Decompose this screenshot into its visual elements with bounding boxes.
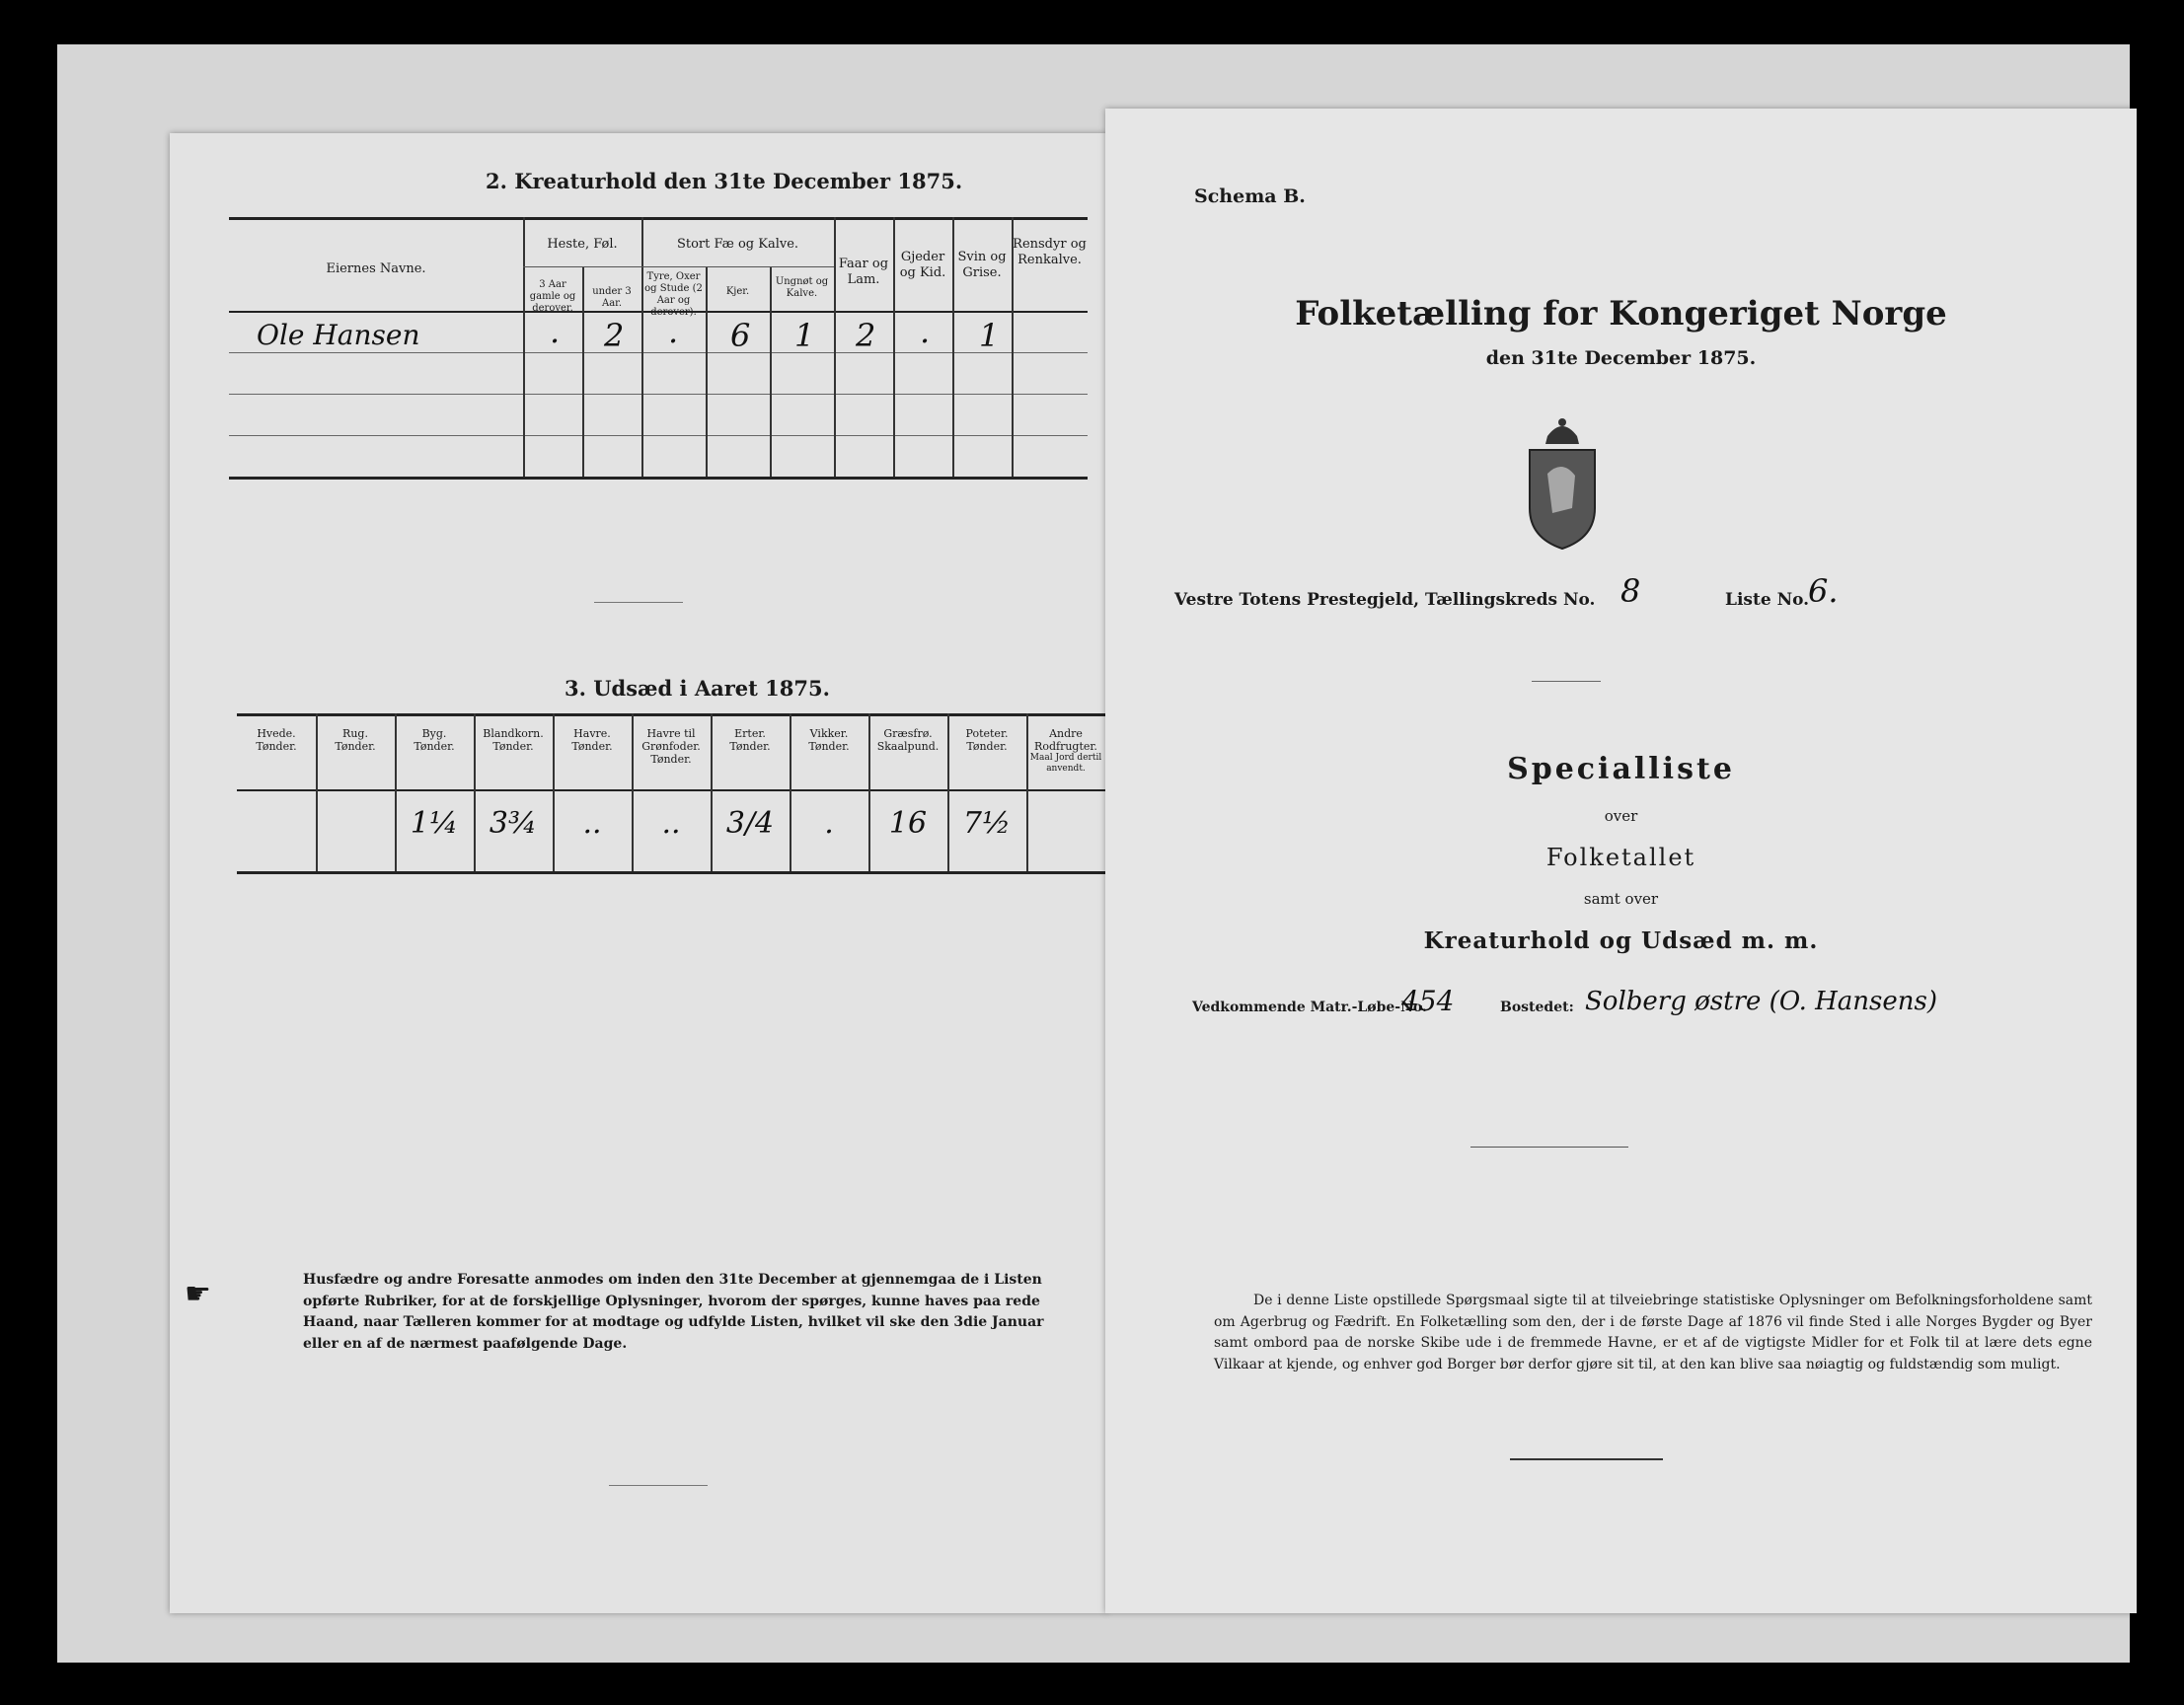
- t3-header-unit: Tønder.: [335, 740, 376, 754]
- header-faar: Faar og Lam.: [838, 257, 889, 287]
- district-number: 8: [1620, 572, 1641, 610]
- header-tyre: Tyre, Oxer og Stude (2 Aar og derover).: [644, 271, 703, 318]
- section-3-title: 3. Udsæd i Aaret 1875.: [565, 676, 830, 701]
- header-heste-3aar: 3 Aar gamle og derover.: [529, 279, 576, 314]
- district-label: Vestre Totens Prestegjeld, Tællingskreds No.: [1174, 590, 1596, 610]
- main-subtitle: den 31te December 1875.: [1485, 347, 1757, 369]
- separator: [1470, 1147, 1628, 1148]
- section-2-title: 2. Kreaturhold den 31te December 1875.: [486, 169, 963, 193]
- t3-value-cell: 7½: [962, 806, 1012, 841]
- header-owner: Eiernes Navne.: [326, 261, 426, 276]
- t3-value-cell: ..: [661, 806, 681, 841]
- value-kjer: 6: [730, 317, 751, 354]
- separator: [1510, 1458, 1663, 1460]
- main-title: Folketælling for Kongeriget Norge: [1295, 294, 1947, 334]
- t3-value-cell: 3¾: [489, 806, 538, 841]
- table3-top-rule: [237, 713, 1105, 716]
- samt-over-text: samt over: [1583, 890, 1659, 908]
- t3-header-cell: [947, 727, 1026, 753]
- header-heste-under3: under 3 Aar.: [592, 286, 632, 309]
- liste-number: 6.: [1808, 572, 1839, 610]
- schema-label: Schema B.: [1194, 185, 1306, 207]
- t3-header-name: Andre Rodfrugter.: [1034, 727, 1097, 754]
- folketallet-text: Folketallet: [1545, 844, 1696, 871]
- value-tyre: .: [668, 313, 679, 350]
- coat-of-arms-icon: [1518, 414, 1607, 553]
- t3-header-name: Rug.: [342, 727, 368, 740]
- t3-header-name: Havre.: [573, 727, 611, 740]
- table3-header-rule: [237, 789, 1105, 791]
- t3-header-name: Havre til Grønfoder.: [641, 727, 701, 754]
- t3-header-unit: Tønder.: [966, 740, 1008, 754]
- footer-text: De i denne Liste opstillede Spørgsmaal sigte til at tilveiebringe statistiske Oplysninger om Befolkningsforholdene samt om Agerbrug og Fædrift. En Folketælling som den, der i de første Dage af 1876 vil finde Sted i alle Norges Bygder og Byer samt ombord paa de norske Skibe ude i de fremmede Havne, er et af de vigtigste Midler for et Folk til at lære dets egne Vilkaar at kjende, og enhver god Borger bør derfor gjøre sit til, at den kan blive saa nøiagtig og fuldstændig som muligt.: [1214, 1293, 2092, 1373]
- t3-value-cell: ..: [582, 806, 602, 841]
- liste-label: Liste No.: [1725, 590, 1810, 610]
- header-ungnot: Ungnøt og Kalve.: [775, 276, 829, 299]
- t3-header-name: Græsfrø.: [883, 727, 933, 740]
- header-gjeder: Gjeder og Kid.: [899, 250, 946, 280]
- t3-header-unit: Tønder.: [650, 753, 692, 767]
- t3-header-cell: [1026, 727, 1105, 775]
- matr-number: 454: [1401, 985, 1455, 1017]
- pointing-hand-icon: ☛: [185, 1277, 211, 1311]
- value-heste-under3: 2: [604, 317, 625, 354]
- t3-header-unit: Tønder.: [729, 740, 771, 754]
- table2-row-rule-2: [229, 394, 1088, 395]
- table2-row-rule-3: [229, 435, 1088, 436]
- header-heste: Heste, Føl.: [547, 237, 618, 252]
- t3-header-name: Erter.: [734, 727, 766, 740]
- t3-header-unit: Maal Jord dertil anvendt.: [1029, 753, 1102, 775]
- t3-header-cell: [868, 727, 947, 753]
- table2-row-rule-1: [229, 352, 1088, 353]
- matr-label: Vedkommende Matr.-Løbe-No.: [1192, 1000, 1427, 1015]
- t3-header-cell: [237, 727, 316, 753]
- t3-header-cell: [474, 727, 553, 753]
- value-ungnot: 1: [794, 317, 815, 354]
- t3-header-name: Blandkorn.: [483, 727, 544, 740]
- value-svin: 1: [979, 317, 1000, 354]
- separator: [609, 1485, 708, 1486]
- t3-header-cell: [316, 727, 395, 753]
- bosted-label: Bostedet:: [1500, 1000, 1574, 1015]
- value-gjeder: .: [920, 313, 931, 350]
- t3-header-cell: [395, 727, 474, 753]
- t3-header-cell: [711, 727, 790, 753]
- value-heste-3aar: .: [550, 313, 561, 350]
- t3-value-cell: 1¼: [410, 806, 459, 841]
- t3-header-name: Vikker.: [809, 727, 849, 740]
- t3-header-cell: [790, 727, 868, 753]
- kreaturhold-heading: Kreaturhold og Udsæd m. m.: [1423, 927, 1819, 954]
- t3-header-cell: [632, 727, 711, 767]
- separator: [594, 602, 683, 603]
- special-title: Specialliste: [1507, 752, 1735, 786]
- table2-bottom-rule: [229, 477, 1088, 480]
- t3-value-cell: .: [824, 806, 834, 841]
- left-page: [170, 133, 1107, 1613]
- t3-header-unit: Tønder.: [571, 740, 613, 754]
- t2-col-line: [641, 217, 643, 477]
- header-rensdyr: Rensdyr og Renkalve.: [1013, 237, 1087, 267]
- value-faar: 2: [856, 317, 876, 354]
- table3-bottom-rule: [237, 871, 1105, 874]
- header-stort-fae: Stort Fæ og Kalve.: [676, 237, 799, 252]
- t3-header-name: Hvede.: [257, 727, 296, 740]
- over-text: over: [1604, 807, 1638, 825]
- t2-col-line: [523, 217, 525, 477]
- notice-text: ☛ Husfædre og andre Foresatte anmodes om inden den 31te December at gjennemgaa de i Listen opførte Rubriker, for at de forskjellige Oplysninger, hvorom der spørges, kunne haves paa rede Haand, naar Tælleren kommer for at modtage og udfylde Listen, hvilket vil ske den 3die Januar eller en af de nærmest paafølgende Dage.: [185, 1272, 1044, 1353]
- t3-header-unit: Tønder.: [414, 740, 455, 754]
- right-page: [1105, 109, 2137, 1613]
- bosted-value: Solberg østre (O. Hansens): [1585, 987, 1938, 1016]
- owner-name: Ole Hansen: [257, 319, 420, 351]
- t3-header-unit: Tønder.: [492, 740, 534, 754]
- t3-value-cell: 16: [888, 806, 928, 841]
- table2-top-rule: [229, 217, 1088, 220]
- t3-header-unit: Skaalpund.: [876, 740, 940, 754]
- t3-header-unit: Tønder.: [808, 740, 850, 754]
- header-kjer: Kjer.: [725, 286, 750, 297]
- t3-header-cell: [553, 727, 632, 753]
- t3-header-name: Byg.: [421, 727, 447, 740]
- t3-value-cell: 3/4: [725, 806, 775, 841]
- t3-header-unit: Tønder.: [256, 740, 297, 754]
- t3-header-name: Poteter.: [965, 727, 1009, 740]
- t2-subheader-rule: [523, 266, 834, 267]
- header-svin: Svin og Grise.: [957, 250, 1007, 280]
- separator: [1532, 681, 1601, 682]
